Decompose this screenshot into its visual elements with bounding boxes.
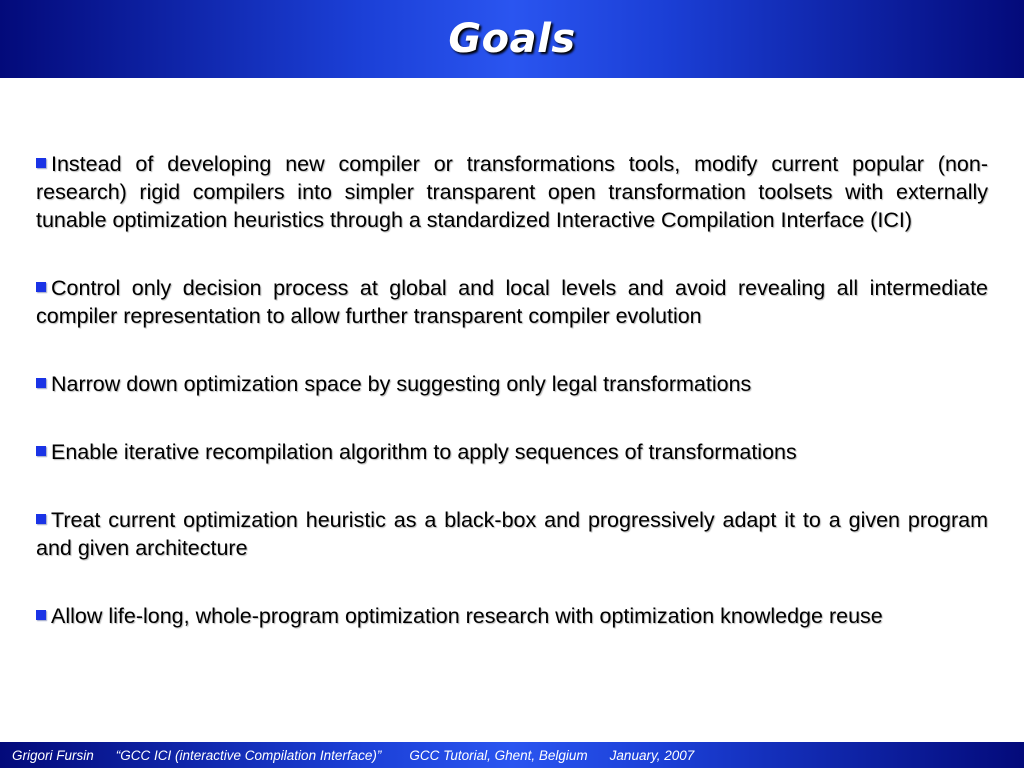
footer-author: Grigori Fursin	[12, 747, 94, 763]
footer-bar	[0, 742, 1024, 768]
square-bullet-icon	[36, 514, 46, 524]
bullet-text: Narrow down optimization space by suggesting only legal transformations	[51, 372, 752, 396]
bullet-item	[36, 370, 988, 398]
title-bar	[0, 0, 1024, 78]
footer-date: January, 2007	[609, 747, 695, 763]
bullet-item	[36, 274, 988, 330]
square-bullet-icon	[36, 378, 46, 388]
bullet-text: Allow life-long, whole-program optimization research with optimization knowledge reuse	[51, 604, 883, 628]
bullet-list	[36, 150, 988, 630]
bullet-item	[36, 602, 988, 630]
slide-title: Goals	[448, 16, 576, 62]
square-bullet-icon	[36, 446, 46, 456]
square-bullet-icon	[36, 610, 46, 620]
bullet-text: Treat current optimization heuristic as a black-box and progressively adapt it to a given program and given architecture	[36, 508, 988, 560]
bullet-item	[36, 150, 988, 234]
bullet-item	[36, 438, 988, 466]
footer-talk-title: “GCC ICI (interactive Compilation Interface)”	[115, 747, 382, 763]
bullet-text: Control only decision process at global and local levels and avoid revealing all intermediate compiler representation to allow further transparent compiler evolution	[36, 276, 988, 328]
square-bullet-icon	[36, 158, 46, 168]
square-bullet-icon	[36, 282, 46, 292]
bullet-item	[36, 506, 988, 562]
footer-event: GCC Tutorial, Ghent, Belgium	[409, 747, 588, 763]
bullet-text: Instead of developing new compiler or transformations tools, modify current popular (non-research) rigid compilers into simpler transparent open transformation toolsets with externally tunable optimization heuristics through a standardized Interactive Compilation Interface (ICI)	[36, 152, 988, 232]
bullet-text: Enable iterative recompilation algorithm to apply sequences of transformations	[51, 440, 797, 464]
